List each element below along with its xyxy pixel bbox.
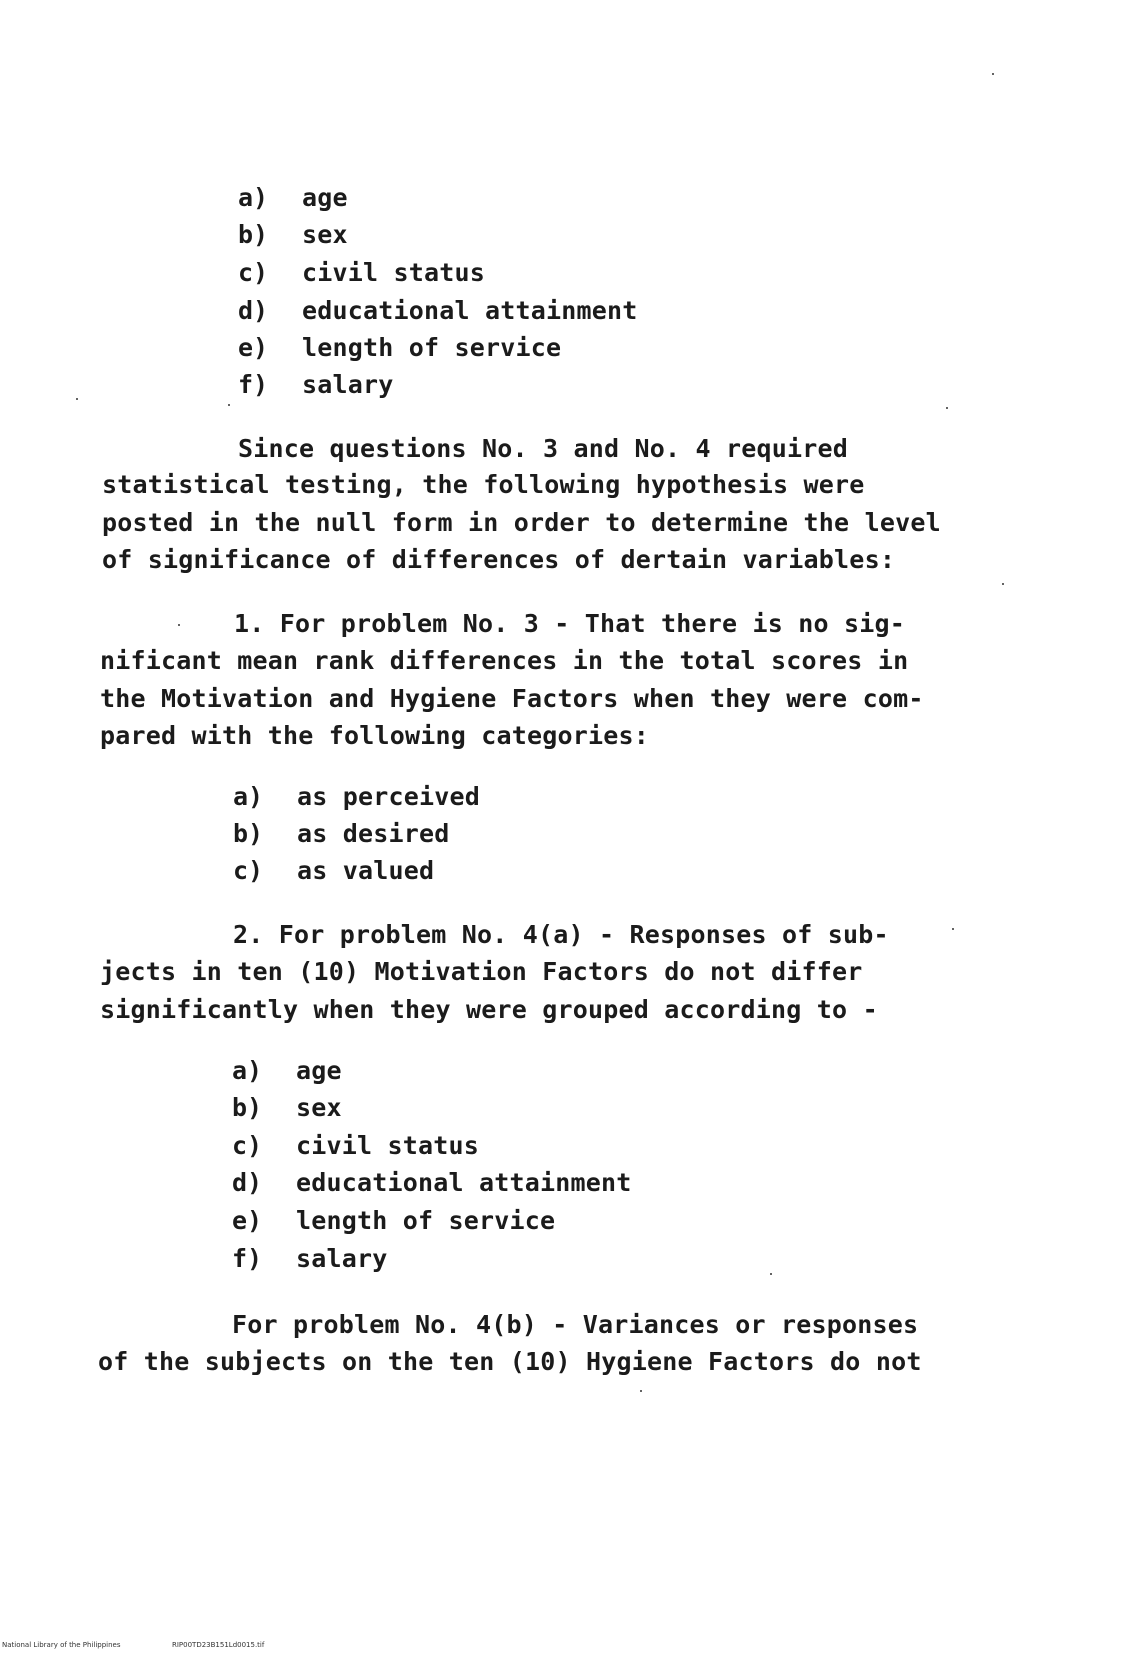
paragraph-line: significantly when they were grouped according to - <box>100 995 878 1024</box>
paragraph-line: statistical testing, the following hypothesis were <box>102 470 865 499</box>
scan-speck <box>952 928 954 930</box>
list-item-label: d) <box>238 296 269 325</box>
paragraph-line: 1. For problem No. 3 - That there is no sig- <box>234 609 906 638</box>
list-item-label: b) <box>233 819 264 848</box>
list-item-text: civil status <box>296 1131 480 1160</box>
list-item-label: a) <box>232 1056 263 1085</box>
list-item-text: as valued <box>297 856 435 885</box>
scan-speck <box>76 398 78 400</box>
scan-speck <box>992 73 994 75</box>
list-item-label: e) <box>238 333 269 362</box>
list-item-label: c) <box>232 1131 263 1160</box>
list-item-text: as perceived <box>297 782 481 811</box>
scan-speck <box>640 1390 642 1392</box>
list-item-label: c) <box>233 856 264 885</box>
list-item-text: civil status <box>302 258 486 287</box>
list-item-label: a) <box>233 782 264 811</box>
list-item-text: length of service <box>302 333 562 362</box>
list-item-label: f) <box>238 370 269 399</box>
list-item-text: as desired <box>297 819 450 848</box>
paragraph-line: the Motivation and Hygiene Factors when they were com- <box>100 684 924 713</box>
paragraph-line: nificant mean rank differences in the total scores in <box>100 646 909 675</box>
list-item-text: sex <box>302 220 348 249</box>
footer-library-name: National Library of the Philippines <box>2 1641 121 1649</box>
list-item-label: f) <box>232 1244 263 1273</box>
paragraph-line: jects in ten (10) Motivation Factors do not differ <box>100 957 863 986</box>
paragraph-line: pared with the following categories: <box>100 721 650 750</box>
scan-speck <box>228 404 230 406</box>
paragraph-line: of the subjects on the ten (10) Hygiene Factors do not <box>98 1347 922 1376</box>
list-item-text: length of service <box>296 1206 556 1235</box>
list-item-label: d) <box>232 1168 263 1197</box>
paragraph-line: posted in the null form in order to determine the level <box>102 508 941 537</box>
paragraph-line: of significance of differences of dertain variables: <box>102 545 896 574</box>
list-item-text: educational attainment <box>302 296 638 325</box>
scan-speck <box>770 1273 772 1275</box>
list-item-text: salary <box>296 1244 388 1273</box>
footer-file-name: RIP00TD23B151Ld0015.tif <box>172 1641 265 1649</box>
list-item-label: c) <box>238 258 269 287</box>
list-item-label: a) <box>238 183 269 212</box>
list-item-label: b) <box>232 1093 263 1122</box>
scan-speck <box>946 407 948 409</box>
list-item-text: salary <box>302 370 394 399</box>
paragraph-line: Since questions No. 3 and No. 4 required <box>238 434 849 463</box>
scan-speck <box>1002 583 1004 585</box>
list-item-label: e) <box>232 1206 263 1235</box>
paragraph-line: For problem No. 4(b) - Variances or responses <box>232 1310 919 1339</box>
paragraph-line: 2. For problem No. 4(a) - Responses of sub- <box>233 920 889 949</box>
list-item-text: age <box>296 1056 342 1085</box>
list-item-text: educational attainment <box>296 1168 632 1197</box>
scan-speck <box>178 624 180 626</box>
list-item-label: b) <box>238 220 269 249</box>
list-item-text: age <box>302 183 348 212</box>
list-item-text: sex <box>296 1093 342 1122</box>
